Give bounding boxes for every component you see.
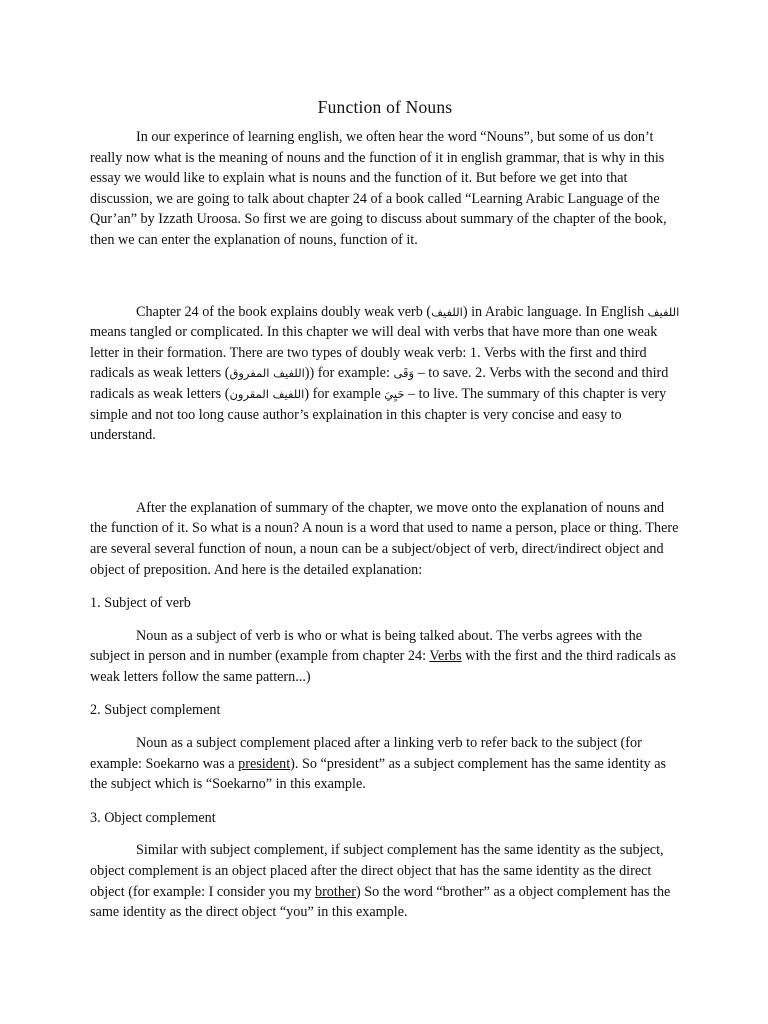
document-title: Function of Nouns (317, 97, 453, 117)
section-text: Noun as a subject complement placed after a linking verb to refer back to the subject (for example: Soekarno was a (90, 735, 642, 772)
chapter-text-4: )) for example: (304, 365, 394, 382)
chapter-paragraph (90, 302, 680, 446)
arabic-example-hayiya: حَيِيَ (384, 386, 405, 401)
section-body-object-complement (90, 840, 680, 922)
chapter-text-2: ) in Arabic language. In English (462, 303, 648, 320)
chapter-text-5: – to save. 2. Verbs with the second and third radicals as weak letters ( (90, 365, 669, 402)
arabic-term-lafif-mafruq: اللفيف المفروق (229, 366, 305, 381)
underlined-example: brother (314, 883, 356, 900)
arabic-term-lafif-maqrun: اللفيف المقرون (229, 386, 305, 401)
intro-paragraph: In our experince of learning english, we often hear the word “Nouns”, but some of us don’t really now what is the meaning of nouns and the function of it in english grammar, that is why in this essay we would like to explain what is nouns and the function of it. But before we get into that discussion, we are going to talk about chapter 24 of a book called “Learning Arabic Language of the Qur’an” by Izzath Uroosa. So first we are going to discuss about summary of the chapter of the book, then we can enter the explanation of nouns, function of it. (90, 129, 667, 248)
section-text: Similar with subject complement, if subject complement has the same identity as the subject, object complement is an object placed after the direct object that has the same identity as the direct object (for example: I consider you my (90, 842, 664, 900)
section-text: ). So “president” as a subject complement has the same identity as the subject which is “Soekarno” in this example. (90, 755, 667, 793)
section-text: with the first and the third radicals as weak letters follow the same pattern...) (90, 648, 677, 685)
section-text: Noun as a subject of verb is who or what is being talked about. The verbs agrees with the subject in person and in number (example from chapter 24: (90, 627, 643, 665)
section-heading-subject-of-verb: 1. Subject of verb (90, 595, 191, 612)
chapter-text-6: ) for example (304, 385, 385, 402)
section-body-subject-of-verb (90, 626, 680, 688)
section-heading-object-complement: 3. Object complement (90, 809, 216, 826)
nouns-intro-paragraph: After the explanation of summary of the chapter, we move onto the explanation of nouns and the function of it. So what is a noun? A noun is a word that used to name a person, place or thing. There are several several function of noun, a noun can be a subject/object of verb, direct/indirect object and object of preposition. And here is the detailed explanation: (90, 499, 679, 578)
chapter-text-1: Chapter 24 of the book explains doubly weak verb ( (136, 303, 432, 320)
section-body-subject-complement (90, 733, 680, 795)
arabic-example-waqa: وَقَى (393, 366, 415, 381)
arabic-term-lafif-2: اللفيف (647, 304, 680, 319)
underlined-example: Verbs (429, 648, 462, 665)
chapter-text-3: means tangled or complicated. In this chapter we will deal with verbs that have more than one weak letter in their formation. There are two types of doubly weak verb: 1. Verbs with the first and third radicals as weak letters ( (90, 324, 658, 382)
chapter-text-7: – to live. The summary of this chapter is very simple and not too long cause author’s explaination in this chapter is very concise and easy to understand. (90, 385, 667, 444)
arabic-term-lafif: اللفيف (431, 304, 463, 319)
underlined-example: president (238, 755, 291, 772)
section-text: ) So the word “brother” as a object complement has the same identity as the direct object “you” in this example. (90, 883, 671, 921)
section-heading-subject-complement: 2. Subject complement (90, 702, 221, 719)
